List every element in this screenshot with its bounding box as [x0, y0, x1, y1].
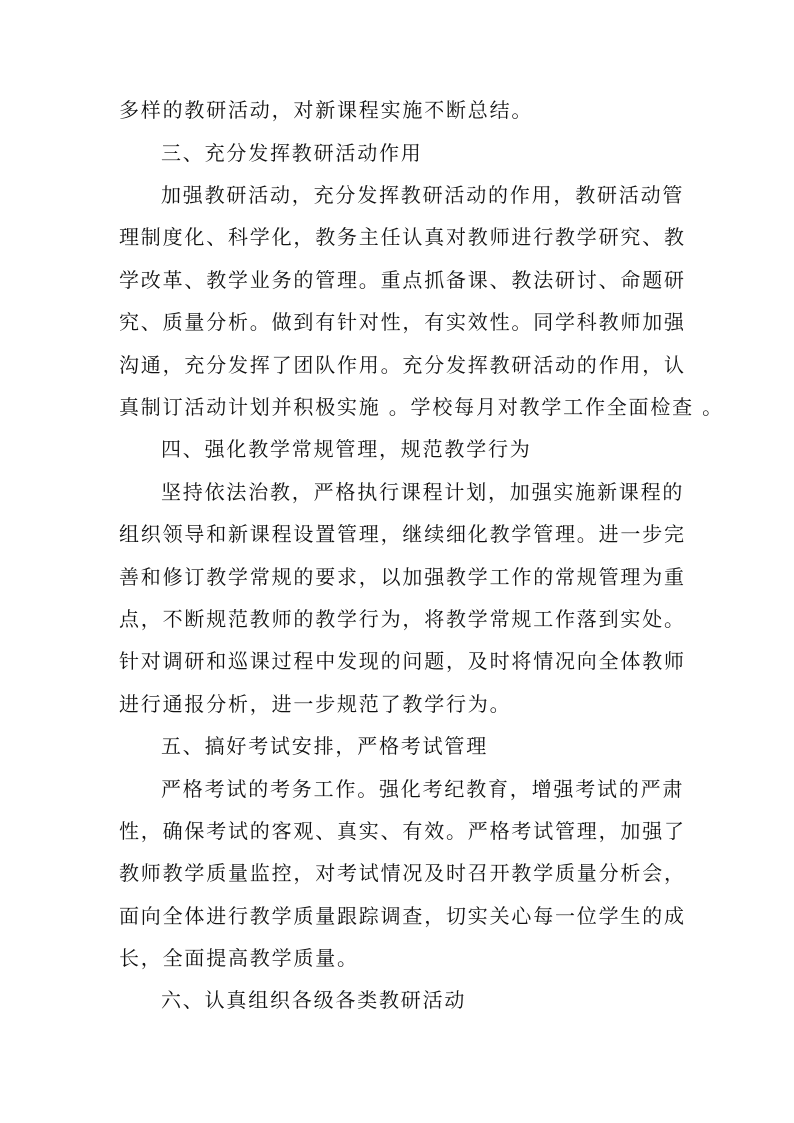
paragraph-line: 坚持依法治教，严格执行课程计划，加强实施新课程的 [161, 480, 685, 504]
paragraph-line: 沟通，充分发挥了团队作用。充分发挥教研活动的作用，认 [119, 353, 686, 377]
paragraph-line: 多样的教研活动，对新课程实施不断总结。 [119, 98, 534, 122]
section-heading: 四、强化教学常规管理，规范教学行为 [161, 437, 532, 461]
paragraph-line: 性，确保考试的客观、真实、有效。严格考试管理，加强了 [119, 819, 686, 843]
paragraph-line: 善和修订教学常规的要求，以加强教学工作的常规管理为重 [119, 565, 686, 589]
paragraph-line: 点，不断规范教师的教学行为，将教学常规工作落到实处。 [119, 607, 686, 631]
paragraph-line: 教师教学质量监控，对考试情况及时召开教学质量分析会， [119, 861, 686, 885]
paragraph-line: 长，全面提高教学质量。 [119, 946, 359, 970]
paragraph-line: 面向全体进行教学质量跟踪调查，切实关心每一位学生的成 [119, 904, 686, 928]
paragraph-line: 真制订活动计划并积极实施 。学校每月对教学工作全面检查 。 [119, 395, 724, 419]
section-heading: 三、充分发挥教研活动作用 [161, 141, 423, 165]
paragraph-line: 加强教研活动，充分发挥教研活动的作用，教研活动管 [161, 183, 685, 207]
paragraph-line: 究、质量分析。做到有针对性，有实效性。同学科教师加强 [119, 310, 686, 334]
paragraph-line: 严格考试的考务工作。强化考纪教育，增强考试的严肃 [161, 777, 685, 801]
paragraph-line: 理制度化、科学化，教务主任认真对教师进行教学研究、教 [119, 225, 686, 249]
paragraph-line: 学改革、教学业务的管理。重点抓备课、教法研讨、命题研 [119, 268, 686, 292]
section-heading: 六、认真组织各级各类教研活动 [161, 988, 467, 1012]
paragraph-line: 针对调研和巡课过程中发现的问题，及时将情况向全体教师 [119, 649, 686, 673]
paragraph-line: 组织领导和新课程设置管理，继续细化教学管理。进一步完 [119, 522, 686, 546]
section-heading: 五、搞好考试安排，严格考试管理 [161, 734, 488, 758]
paragraph-line: 进行通报分析，进一步规范了教学行为。 [119, 692, 512, 716]
